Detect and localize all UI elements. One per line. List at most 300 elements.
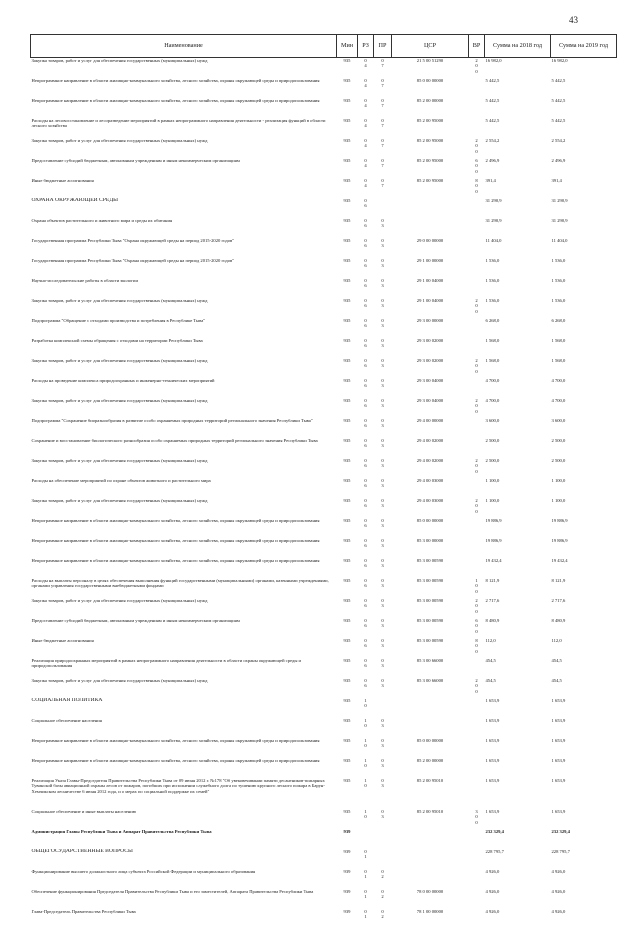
row-vr xyxy=(469,578,485,598)
row-sum-2019: 2 554,2 xyxy=(551,138,617,158)
row-csr: 29 4 00 03000 xyxy=(392,478,469,498)
row-vr xyxy=(469,698,485,718)
row-csr: 78 1 00 00000 xyxy=(392,909,469,929)
row-sum-2018: 1 653,9 xyxy=(485,738,551,758)
row-pr-digit: 3 xyxy=(375,603,391,608)
row-name: Иные бюджетные ассигнования xyxy=(31,178,337,198)
row-min: 935 xyxy=(337,318,358,338)
row-sum-2018: 228 795,7 xyxy=(485,849,551,869)
row-vr-digit: 0 xyxy=(470,403,484,408)
row-vr-digit: 0 xyxy=(470,589,484,594)
row-csr: 29 3 00 00000 xyxy=(392,318,469,338)
row-name: Закупка товаров, работ и услуг для обеспечения государственных (муниципальных) нужд xyxy=(31,678,337,698)
row-vr xyxy=(469,518,485,538)
row-rz xyxy=(358,138,374,158)
row-pr xyxy=(374,138,392,158)
row-vr xyxy=(469,98,485,118)
row-rz-digit: 6 xyxy=(359,323,373,328)
header-sum-2019: Сумма на 2019 год xyxy=(551,35,617,58)
row-name: Функционирование высшего должностного лица субъекта Российской Федерации и муниципального образования xyxy=(31,869,337,889)
row-pr xyxy=(374,578,392,598)
row-rz-digit: 0 xyxy=(359,78,373,83)
row-pr-digit: 0 xyxy=(375,518,391,523)
row-rz-digit: 0 xyxy=(359,909,373,914)
row-pr xyxy=(374,849,392,869)
row-min: 935 xyxy=(337,638,358,658)
row-rz xyxy=(358,418,374,438)
row-vr-digit: 2 xyxy=(470,138,484,143)
row-rz-digit: 0 xyxy=(359,218,373,223)
row-min: 935 xyxy=(337,538,358,558)
row-pr-digit: 0 xyxy=(375,558,391,563)
row-sum-2019: 4 926,0 xyxy=(551,869,617,889)
row-min: 935 xyxy=(337,358,358,378)
row-pr-digit: 3 xyxy=(375,383,391,388)
row-vr-digit: 0 xyxy=(470,189,484,194)
row-sum-2018: 6 268,0 xyxy=(485,318,551,338)
row-sum-2018: 1 653,9 xyxy=(485,718,551,738)
row-vr xyxy=(469,58,485,79)
row-pr-digit: 3 xyxy=(375,623,391,628)
row-sum-2019: 1 653,9 xyxy=(551,718,617,738)
row-pr-digit: 0 xyxy=(375,258,391,263)
row-pr-digit: 0 xyxy=(375,458,391,463)
row-csr: 78 0 00 00000 xyxy=(392,889,469,909)
row-sum-2019: 19 886,9 xyxy=(551,538,617,558)
table-row xyxy=(31,378,617,398)
row-pr-digit: 3 xyxy=(375,683,391,688)
row-pr-digit: 3 xyxy=(375,783,391,788)
row-pr-digit: 3 xyxy=(375,443,391,448)
row-name: Закупка товаров, работ и услуг для обеспечения государственных (муниципальных) нужд xyxy=(31,398,337,418)
row-sum-2019: 5 442,5 xyxy=(551,78,617,98)
table-row xyxy=(31,438,617,458)
row-rz-digit: 0 xyxy=(359,558,373,563)
row-rz-digit: 0 xyxy=(359,783,373,788)
row-rz-digit: 6 xyxy=(359,343,373,348)
row-pr xyxy=(374,778,392,809)
row-min: 935 xyxy=(337,778,358,809)
row-rz xyxy=(358,438,374,458)
row-rz-digit: 6 xyxy=(359,563,373,568)
row-rz xyxy=(358,298,374,318)
row-vr xyxy=(469,849,485,869)
row-pr xyxy=(374,758,392,778)
row-pr-digit: 0 xyxy=(375,398,391,403)
row-pr-digit: 3 xyxy=(375,283,391,288)
table-row xyxy=(31,518,617,538)
row-vr xyxy=(469,618,485,638)
row-vr xyxy=(469,278,485,298)
row-pr xyxy=(374,598,392,618)
row-name: Обеспечение функционирования Председателя Правительства Республики Тыва и его заместителей, Аппарата Правительства Республики Тыва xyxy=(31,889,337,909)
row-sum-2019: 4 926,0 xyxy=(551,889,617,909)
row-rz-digit: 0 xyxy=(359,438,373,443)
table-row xyxy=(31,538,617,558)
row-sum-2019: 1 653,9 xyxy=(551,758,617,778)
row-pr-digit: 3 xyxy=(375,503,391,508)
row-rz-digit: 0 xyxy=(359,889,373,894)
row-sum-2019: 31 290,9 xyxy=(551,198,617,218)
row-name: Подпрограмма "Обращение с отходами производства и потребления в Республике Тыва" xyxy=(31,318,337,338)
row-pr-digit: 0 xyxy=(375,298,391,303)
row-rz-digit: 6 xyxy=(359,423,373,428)
row-pr-digit: 3 xyxy=(375,323,391,328)
row-sum-2019: 4 700,0 xyxy=(551,378,617,398)
row-min: 935 xyxy=(337,258,358,278)
row-vr-digit: 2 xyxy=(470,298,484,303)
row-name: Реализация Указа Главы-Председателя Правительства Республики Тыва от 09 июня 2012 г. №178 "Об увековечивании памяти десантников-пожарных Тувинской базы авиационной охраны лесов от пожаров, погибших при исполнении служебного долга по тушению крупного лесного пожара в Барун-Хемчикском лесничестве 6 июня 2012 года, и о мерах по социальной поддержке их семей" xyxy=(31,778,337,809)
row-rz-digit: 0 xyxy=(359,358,373,363)
row-sum-2019: 8 480,9 xyxy=(551,618,617,638)
row-rz xyxy=(358,278,374,298)
row-rz-digit: 4 xyxy=(359,143,373,148)
row-rz-digit: 0 xyxy=(359,478,373,483)
row-name: ОХРАНА ОКРУЖАЮЩЕЙ СРЕДЫ xyxy=(31,198,337,218)
row-sum-2018: 8 121,9 xyxy=(485,578,551,598)
row-vr xyxy=(469,198,485,218)
table-row xyxy=(31,698,617,718)
row-name: Расходы на обеспечение мероприятий по охране объектов животного и растительного мира xyxy=(31,478,337,498)
row-pr-digit: 3 xyxy=(375,423,391,428)
row-rz-digit: 0 xyxy=(359,723,373,728)
row-pr xyxy=(374,658,392,678)
row-sum-2019: 1 536,0 xyxy=(551,298,617,318)
row-vr-digit: 0 xyxy=(470,814,484,819)
row-sum-2018: 391,4 xyxy=(485,178,551,198)
row-name: Закупка товаров, работ и услуг для обеспечения государственных (муниципальных) нужд xyxy=(31,138,337,158)
row-sum-2019: 3 600,0 xyxy=(551,418,617,438)
row-min: 935 xyxy=(337,758,358,778)
row-vr xyxy=(469,738,485,758)
row-rz-digit: 6 xyxy=(359,303,373,308)
row-rz-digit: 6 xyxy=(359,583,373,588)
row-csr: 21 5 00 51290 xyxy=(392,58,469,79)
row-sum-2018: 19 886,9 xyxy=(485,538,551,558)
row-pr-digit: 0 xyxy=(375,498,391,503)
row-vr-digit: 0 xyxy=(470,623,484,628)
row-rz-digit: 4 xyxy=(359,163,373,168)
row-vr-digit: 0 xyxy=(470,820,484,825)
table-row xyxy=(31,638,617,658)
row-min: 939 xyxy=(337,829,358,849)
row-min: 935 xyxy=(337,398,358,418)
row-min: 935 xyxy=(337,498,358,518)
row-rz-digit: 0 xyxy=(359,418,373,423)
row-csr: 85 0 00 00000 xyxy=(392,518,469,538)
row-vr xyxy=(469,889,485,909)
row-min: 935 xyxy=(337,518,358,538)
row-rz-digit: 0 xyxy=(359,703,373,708)
row-min: 935 xyxy=(337,718,358,738)
table-row xyxy=(31,398,617,418)
row-vr xyxy=(469,418,485,438)
row-name: Непрограммное направление в области жилищно-коммунального хозяйства, лесного хозяйства, охраны окружающей среды и природопользования xyxy=(31,98,337,118)
row-pr-digit: 3 xyxy=(375,743,391,748)
row-rz-digit: 6 xyxy=(359,523,373,528)
row-name: Расходы на выплаты персоналу в целях обеспечения выполнения функций государственными (муниципальными) органами, казенными учреждениями, органами управления государственными внебюджетными фондами xyxy=(31,578,337,598)
row-pr-digit: 7 xyxy=(375,103,391,108)
row-rz-digit: 4 xyxy=(359,103,373,108)
row-vr-digit: 2 xyxy=(470,58,484,63)
row-csr: 85 2 00 95010 xyxy=(392,809,469,829)
table-row xyxy=(31,118,617,138)
row-pr-digit: 3 xyxy=(375,243,391,248)
table-row xyxy=(31,658,617,678)
row-sum-2018: 4 926,0 xyxy=(485,889,551,909)
table-row xyxy=(31,618,617,638)
row-name: Закупка товаров, работ и услуг для обеспечения государственных (муниципальных) нужд xyxy=(31,498,337,518)
row-csr xyxy=(392,698,469,718)
row-sum-2018: 454,5 xyxy=(485,658,551,678)
header-sum-2018: Сумма на 2018 год xyxy=(485,35,551,58)
row-pr-digit: 2 xyxy=(375,874,391,879)
row-rz-digit: 0 xyxy=(359,849,373,854)
row-rz-digit: 6 xyxy=(359,263,373,268)
row-sum-2019: 1 536,0 xyxy=(551,278,617,298)
row-sum-2018: 4 926,0 xyxy=(485,869,551,889)
row-rz-digit: 6 xyxy=(359,543,373,548)
row-rz xyxy=(358,198,374,218)
row-sum-2019: 454,5 xyxy=(551,678,617,698)
row-vr-digit: 8 xyxy=(470,178,484,183)
row-sum-2019: 1 536,0 xyxy=(551,258,617,278)
row-pr-digit: 0 xyxy=(375,98,391,103)
row-vr-digit: 0 xyxy=(470,689,484,694)
row-rz-digit: 0 xyxy=(359,578,373,583)
row-min: 935 xyxy=(337,478,358,498)
row-rz-digit: 6 xyxy=(359,383,373,388)
row-pr xyxy=(374,809,392,829)
row-sum-2018: 4 926,0 xyxy=(485,909,551,929)
row-vr-digit: 2 xyxy=(470,598,484,603)
row-rz xyxy=(358,718,374,738)
row-pr-digit: 0 xyxy=(375,478,391,483)
table-row xyxy=(31,258,617,278)
row-vr xyxy=(469,178,485,198)
row-rz-digit: 6 xyxy=(359,443,373,448)
table-row xyxy=(31,418,617,438)
row-pr xyxy=(374,889,392,909)
row-pr-digit: 0 xyxy=(375,658,391,663)
row-vr-digit: 0 xyxy=(470,309,484,314)
row-pr-digit: 0 xyxy=(375,158,391,163)
row-rz-digit: 0 xyxy=(359,618,373,623)
row-rz xyxy=(358,518,374,538)
row-vr xyxy=(469,658,485,678)
row-pr-digit: 3 xyxy=(375,814,391,819)
row-name: Научно-исследовательские работы в области экологии xyxy=(31,278,337,298)
row-rz-digit: 0 xyxy=(359,458,373,463)
row-rz-digit: 6 xyxy=(359,243,373,248)
row-sum-2019: 16 982,0 xyxy=(551,58,617,79)
row-rz-digit: 0 xyxy=(359,298,373,303)
row-csr: 85 3 00 00590 xyxy=(392,598,469,618)
row-pr-digit: 3 xyxy=(375,343,391,348)
row-rz xyxy=(358,338,374,358)
row-pr xyxy=(374,178,392,198)
row-pr-digit: 3 xyxy=(375,643,391,648)
row-rz-digit: 1 xyxy=(359,894,373,899)
row-sum-2018: 1 536,0 xyxy=(485,278,551,298)
row-vr xyxy=(469,358,485,378)
row-min: 935 xyxy=(337,338,358,358)
row-rz-digit: 0 xyxy=(359,138,373,143)
row-rz xyxy=(358,778,374,809)
row-vr xyxy=(469,478,485,498)
row-rz xyxy=(358,738,374,758)
row-vr-digit: 0 xyxy=(470,69,484,74)
row-csr: 85 2 00 00000 xyxy=(392,98,469,118)
row-pr xyxy=(374,238,392,258)
row-vr-digit: 0 xyxy=(470,643,484,648)
row-rz xyxy=(358,98,374,118)
row-pr-digit: 3 xyxy=(375,223,391,228)
row-name: ОБЩЕГОСУДАРСТВЕННЫЕ ВОПРОСЫ xyxy=(31,849,337,869)
row-vr xyxy=(469,809,485,829)
table-row xyxy=(31,218,617,238)
row-pr xyxy=(374,298,392,318)
row-pr-digit: 0 xyxy=(375,809,391,814)
row-pr xyxy=(374,278,392,298)
row-sum-2019: 228 795,7 xyxy=(551,849,617,869)
row-sum-2019: 1 568,0 xyxy=(551,358,617,378)
row-rz xyxy=(358,758,374,778)
row-csr xyxy=(392,198,469,218)
table-row xyxy=(31,138,617,158)
header-rz: РЗ xyxy=(358,35,374,58)
row-rz-digit: 0 xyxy=(359,638,373,643)
row-sum-2019: 19 432,4 xyxy=(551,558,617,578)
row-pr-digit: 0 xyxy=(375,138,391,143)
row-pr xyxy=(374,698,392,718)
row-rz-digit: 6 xyxy=(359,483,373,488)
row-pr-digit: 0 xyxy=(375,869,391,874)
row-rz xyxy=(358,318,374,338)
row-csr: 85 3 00 00590 xyxy=(392,578,469,598)
table-row xyxy=(31,498,617,518)
row-vr xyxy=(469,238,485,258)
row-vr xyxy=(469,78,485,98)
row-pr xyxy=(374,678,392,698)
table-header-row xyxy=(31,35,617,58)
row-name: Непрограммное направление в области жилищно-коммунального хозяйства, лесного хозяйства, охраны окружающей среды и природопользования xyxy=(31,78,337,98)
row-name: Социальное обеспечение и иные выплаты населению xyxy=(31,809,337,829)
row-min: 935 xyxy=(337,178,358,198)
row-csr: 29 3 00 02000 xyxy=(392,338,469,358)
row-rz xyxy=(358,398,374,418)
row-min: 935 xyxy=(337,738,358,758)
row-pr-digit: 0 xyxy=(375,598,391,603)
row-pr-digit: 0 xyxy=(375,338,391,343)
row-name: Иные бюджетные ассигнования xyxy=(31,638,337,658)
row-min: 939 xyxy=(337,849,358,869)
row-sum-2018: 11 404,0 xyxy=(485,238,551,258)
row-pr xyxy=(374,638,392,658)
row-vr-digit: 0 xyxy=(470,603,484,608)
row-pr-digit: 0 xyxy=(375,678,391,683)
row-name: Глава-Председатель Правительства Республики Тыва xyxy=(31,909,337,929)
row-pr-digit: 3 xyxy=(375,363,391,368)
row-pr-digit: 0 xyxy=(375,378,391,383)
table-row xyxy=(31,909,617,929)
row-name: Сохранение и восстановление биологического разнообразия особо охраняемых природных территорий регионального значения Республики Тыва xyxy=(31,438,337,458)
row-rz-digit: 1 xyxy=(359,809,373,814)
row-sum-2019: 2 717,6 xyxy=(551,598,617,618)
row-name: Непрограммное направление в области жилищно-коммунального хозяйства, лесного хозяйства, охраны окружающей среды и природопользования xyxy=(31,518,337,538)
table-row xyxy=(31,98,617,118)
row-csr: 85 3 00 00590 xyxy=(392,618,469,638)
row-sum-2019: 112,0 xyxy=(551,638,617,658)
row-rz xyxy=(358,638,374,658)
table-row xyxy=(31,338,617,358)
header-name: Наименование xyxy=(31,35,337,58)
row-sum-2019: 5 442,5 xyxy=(551,118,617,138)
row-sum-2018: 5 442,5 xyxy=(485,98,551,118)
row-rz xyxy=(358,358,374,378)
row-rz-digit: 0 xyxy=(359,398,373,403)
row-sum-2019: 4 700,0 xyxy=(551,398,617,418)
row-rz xyxy=(358,889,374,909)
row-pr-digit: 7 xyxy=(375,163,391,168)
row-csr: 85 2 00 00000 xyxy=(392,758,469,778)
row-rz-digit: 4 xyxy=(359,63,373,68)
row-sum-2019: 2 500,0 xyxy=(551,458,617,478)
row-sum-2018: 16 982,0 xyxy=(485,58,551,79)
table-row xyxy=(31,738,617,758)
row-rz-digit: 0 xyxy=(359,678,373,683)
row-vr xyxy=(469,158,485,178)
row-name: Расходы на лесовосстановление и лесоразведение мероприятий в рамках непрограммного направления деятельности - реализация функций в области лесного хозяйства xyxy=(31,118,337,138)
row-vr xyxy=(469,758,485,778)
row-rz-digit: 6 xyxy=(359,203,373,208)
row-rz-digit: 6 xyxy=(359,223,373,228)
row-rz-digit: 4 xyxy=(359,83,373,88)
row-vr-digit: 0 xyxy=(470,609,484,614)
row-rz xyxy=(358,218,374,238)
row-rz-digit: 1 xyxy=(359,854,373,859)
row-pr-digit: 3 xyxy=(375,723,391,728)
row-rz-digit: 1 xyxy=(359,778,373,783)
row-min: 935 xyxy=(337,438,358,458)
row-rz-digit: 1 xyxy=(359,698,373,703)
row-vr-digit: 8 xyxy=(470,638,484,643)
row-vr xyxy=(469,498,485,518)
row-rz-digit: 0 xyxy=(359,98,373,103)
table-row xyxy=(31,158,617,178)
row-pr xyxy=(374,558,392,578)
row-rz xyxy=(358,158,374,178)
row-name: Непрограммное направление в области жилищно-коммунального хозяйства, лесного хозяйства, охраны окружающей среды и природопользования xyxy=(31,538,337,558)
row-rz xyxy=(358,538,374,558)
row-name: Разработка комплексной схемы обращения с отходами на территории Республики Тыва xyxy=(31,338,337,358)
row-vr-digit: 0 xyxy=(470,163,484,168)
row-vr xyxy=(469,638,485,658)
row-sum-2019: 1 100,0 xyxy=(551,498,617,518)
row-vr-digit: 6 xyxy=(470,618,484,623)
row-pr-digit: 3 xyxy=(375,263,391,268)
row-min: 935 xyxy=(337,298,358,318)
row-pr-digit: 0 xyxy=(375,578,391,583)
row-csr xyxy=(392,718,469,738)
table-row xyxy=(31,718,617,738)
row-rz xyxy=(358,178,374,198)
row-min: 935 xyxy=(337,278,358,298)
row-pr-digit: 0 xyxy=(375,738,391,743)
row-pr-digit: 3 xyxy=(375,763,391,768)
table-row xyxy=(31,578,617,598)
row-csr: 29 4 00 00000 xyxy=(392,418,469,438)
